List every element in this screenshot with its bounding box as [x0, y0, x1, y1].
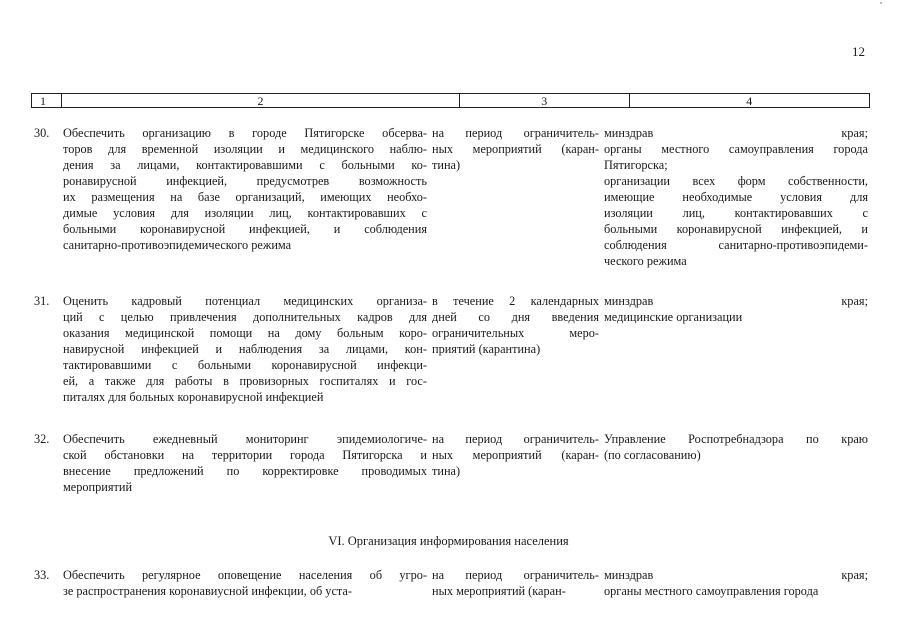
text-line: ных мероприятий (каран-: [432, 448, 599, 462]
text-line: соблюдения санитарно-противоэпидеми-: [604, 238, 868, 252]
responsible-text: [604, 125, 868, 269]
term-text: [432, 567, 599, 599]
page-number: 12: [852, 44, 865, 59]
text-line: оказания медицинской помощи на дому больным коро-: [63, 326, 427, 340]
text-line: димые условия для изоляции лиц, контактировавших с: [63, 206, 427, 220]
text-line: Обеспечить организацию в городе Пятигорске обсерва-: [63, 126, 427, 140]
responsible-text: [604, 293, 868, 325]
text-line: дней со дня введения: [432, 310, 599, 324]
text-line: навирусной инфекцией и наблюдения за лицами, кон-: [63, 342, 427, 356]
text-line: их размещения на базе организаций, имеющих необхо-: [63, 190, 427, 204]
text-line: Обеспечить ежедневный мониторинг эпидемиологиче-: [63, 432, 427, 446]
text-line: органы местного самоуправления города: [604, 584, 819, 598]
text-line: тактировавшими с больными коронавирусной инфекци-: [63, 358, 427, 372]
section-title: VI. Организация информирования населения: [328, 534, 569, 548]
header-col-4: 4: [746, 93, 753, 108]
task-text: [63, 431, 427, 495]
text-line: ей, а также для работы в провизорных госпиталях и гос-: [63, 374, 427, 388]
table-header-row: [31, 93, 870, 108]
responsible-text: [604, 431, 868, 463]
header-col-2: 2: [62, 94, 460, 107]
responsible-text: [604, 567, 868, 599]
text-line: больными коронавирусной инфекцией, и соблюдения: [63, 222, 427, 236]
text-line: Пятигорска;: [604, 158, 668, 172]
row-number: 33.: [34, 568, 50, 582]
header-col-1: 1: [32, 94, 62, 107]
row-number: 31.: [34, 294, 50, 308]
text-line: минздрав края;: [604, 126, 868, 140]
task-text: [63, 293, 427, 405]
text-line: на период ограничитель-: [432, 568, 599, 582]
text-line: Обеспечить регулярное оповещение населения об угро-: [63, 568, 427, 582]
text-line: дения за лицами, контактировавшими с больными ко-: [63, 158, 427, 172]
text-line: внесение предложений по корректировке проводимых: [63, 464, 427, 478]
text-line: зе распространения коронавиусной инфекции, об уста-: [63, 584, 352, 598]
text-line: мероприятий: [63, 480, 133, 494]
text-line: минздрав края;: [604, 568, 868, 582]
text-line: изоляции лиц, контактировавших с: [604, 206, 868, 220]
text-line: ческого режима: [604, 254, 687, 268]
header-col-3: 3: [460, 94, 630, 107]
text-line: ронавирусной инфекцией, предусмотрев возможность: [63, 174, 427, 188]
text-line: ных мероприятий (каран-: [432, 584, 566, 598]
term-text: [432, 431, 599, 479]
text-line: Оценить кадровый потенциал медицинских организа-: [63, 294, 427, 308]
text-line: санитарно-противоэпидемического режима: [63, 238, 292, 252]
text-line: органы местного самоуправления города: [604, 142, 868, 156]
task-text: [63, 567, 427, 599]
text-line: имеющие необходимые условия для: [604, 190, 868, 204]
text-line: питалях для больных коронавирусной инфекцией: [63, 390, 324, 404]
text-line: тина): [432, 158, 461, 172]
text-line: приятий (карантина): [432, 342, 541, 356]
text-line: больными коронавирусной инфекцией, и: [604, 222, 868, 236]
text-line: ограничительных меро-: [432, 326, 599, 340]
term-text: [432, 293, 599, 357]
text-line: тина): [432, 464, 461, 478]
row-number: 32.: [34, 432, 50, 446]
text-line: на период ограничитель-: [432, 126, 599, 140]
scan-speck: [880, 2, 882, 4]
text-line: ской обстановки на территории города Пятигорска и: [63, 448, 427, 462]
text-line: в течение 2 календарных: [432, 294, 599, 308]
row-number: 30.: [34, 126, 50, 140]
text-line: ций с целью привлечения дополнительных кадров для: [63, 310, 427, 324]
text-line: минздрав края;: [604, 294, 868, 308]
text-line: организации всех форм собственности,: [604, 174, 868, 188]
text-line: на период ограничитель-: [432, 432, 599, 446]
task-text: [63, 125, 427, 253]
text-line: торов для временной изоляции и медицинского наблю-: [63, 142, 427, 156]
term-text: [432, 125, 599, 173]
text-line: Управление Роспотребнадзора по краю: [604, 432, 868, 446]
text-line: медицинские организации: [604, 310, 743, 324]
text-line: ных мероприятий (каран-: [432, 142, 599, 156]
text-line: (по согласованию): [604, 448, 701, 462]
